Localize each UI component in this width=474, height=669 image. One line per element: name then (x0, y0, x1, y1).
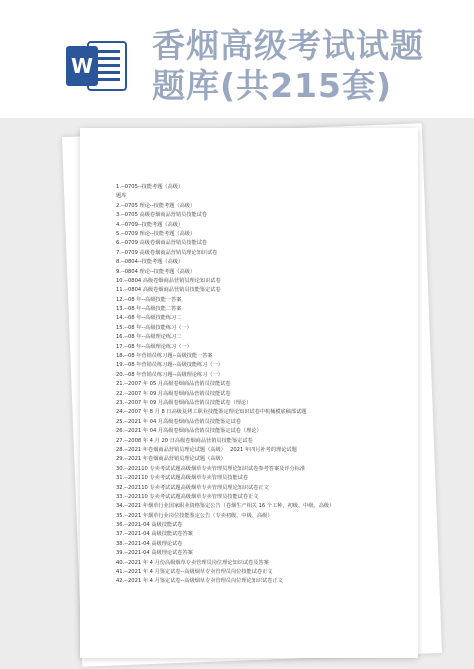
document-line: 38.--2021-04 高级理论试卷 (116, 540, 183, 547)
document-line: 5.--0709 理论--技能考题（高级） (116, 230, 196, 237)
document-line: 25.--2021 年 04 月高级卷烟商品营销员技能鉴定试卷 (116, 418, 241, 425)
document-line: 9.--0804 理论--技能考题（高级） (116, 268, 196, 275)
document-line: 19.--08 年营销员练习题--高级技能练习（一） (116, 362, 223, 369)
document-line: 8.--0804--技能考题（高级） (116, 259, 184, 266)
document-line: 27.--2008 年 4 月 20 日高级卷烟商品营销员技能鉴定试卷 (116, 437, 253, 444)
title-line-1: 香烟高级考试试题 (152, 26, 424, 65)
document-line: 6.--0709 高级卷烟商品营销员技能试卷 (116, 240, 207, 247)
document-line: 29.--2021 年卷烟商品营销员理论试题（高级） (116, 456, 226, 463)
document-line: 37.--2021-04 高级技能试卷答案 (116, 531, 193, 538)
document-title (152, 26, 424, 106)
document-line: 16.--08 年--高级理论练习二 (116, 334, 182, 341)
document-line: 21.--2007 年 05 月高级卷烟商品营销员技能试卷 (116, 381, 231, 388)
title-line-2: 题库(共215套) (152, 66, 393, 105)
document-line: 42.--2021 年 4 月鉴定试卷--高级烟草专卖管理员岗位理论知识试卷正文 (116, 578, 283, 585)
document-line: 1.--0705--技能考题（高级） (116, 184, 184, 190)
document-line: 28.--2021 年卷烟商品营销员理论试题（高级） 2021 年四月补考的理论试题 (116, 446, 297, 453)
svg-text:W: W (70, 54, 94, 78)
document-line: 26.--2021 年 04 月高级卷烟商品营销员技能鉴定试卷（理论） (116, 428, 262, 435)
document-line: 35.--2021 年烟草行业岗位技能鉴定公告（专卖初级、中级、高级） (116, 512, 273, 519)
document-line: 32.--202110 专卖考试试题高级烟草专卖管理员理论知识试卷正文 (116, 484, 269, 491)
document-line: 23.--2007 年 09 月高级卷烟商品营销员技能试卷（理论） (116, 399, 252, 406)
document-line: 2.--0705 理论--技能考题（高级） (116, 202, 196, 209)
document-line: 24.--2007 年 8 月 8 日高级复烤工职业技能鉴定理论知识试卷中机械模底稿部试题 (116, 409, 307, 416)
document-line: 31.--202110 专卖考试试题高级烟草专卖管理员技能试卷 (116, 475, 249, 482)
document-line: 41.--2021 年 4 月鉴定试卷--高级烟草专卖管理员岗位技能试卷正文 (116, 569, 273, 576)
document-line: 10.--0804 高级卷烟商品营销员理论知识试卷 (116, 277, 221, 284)
document-line: 12.--08 年--高级技能一答案 (116, 296, 182, 303)
document-line: 34.--2021 年烟草行业国家职业资格鉴定公告（卷烟生产相关 16 个工种，初级、中级、高级） (116, 503, 335, 510)
document-line: 22.--2007 年 09 月高级卷烟商品营销员技能试卷 (116, 390, 231, 397)
document-line: 30.--202110 专卖考试试题高级烟草专卖管理员理论知识试卷参考答案及评分标准 (116, 465, 306, 472)
document-line: 20.--08 年营销员练习题--高级理论练习（一） (116, 371, 223, 378)
word-document-icon (66, 38, 128, 94)
document-line: 3.--0705 高级卷烟商品营销员技能试卷 (116, 212, 207, 219)
document-line: 7.--0709 高级卷烟商品营销员理论知识试卷 (116, 249, 218, 256)
document-line: 题库 (116, 193, 127, 200)
document-line: 15.--08 年--高级技能练习（一） (116, 324, 192, 331)
document-line: 18.--08 年营销员练习题--高级技能一答案 (116, 353, 213, 360)
document-line: 39.--2021-04 高级理论试卷答案 (116, 550, 193, 557)
document-content (116, 183, 416, 587)
document-line: 11.--0804 高级卷烟商品营销员技能鉴定试卷 (116, 287, 221, 294)
document-line: 13.--08 年--高级技能二答案 (116, 306, 182, 313)
document-line: 4.--0709--技能考题（高级） (116, 221, 184, 228)
document-line: 40.--2021 年 4 月份高级烟草专卖管理员岗位理论知识试卷及答案 (116, 559, 269, 566)
document-line: 17.--08 年--高级理论练习（一） (116, 343, 192, 350)
document-line: 14.--08 年--高级技能练习二 (116, 315, 182, 322)
document-line: 36.--2021-04 高级技能试卷 (116, 522, 183, 529)
header-banner (0, 0, 474, 118)
document-line: 33.--202110 专卖考试试题高级烟草专卖管理员技能试卷正文 (116, 493, 259, 500)
